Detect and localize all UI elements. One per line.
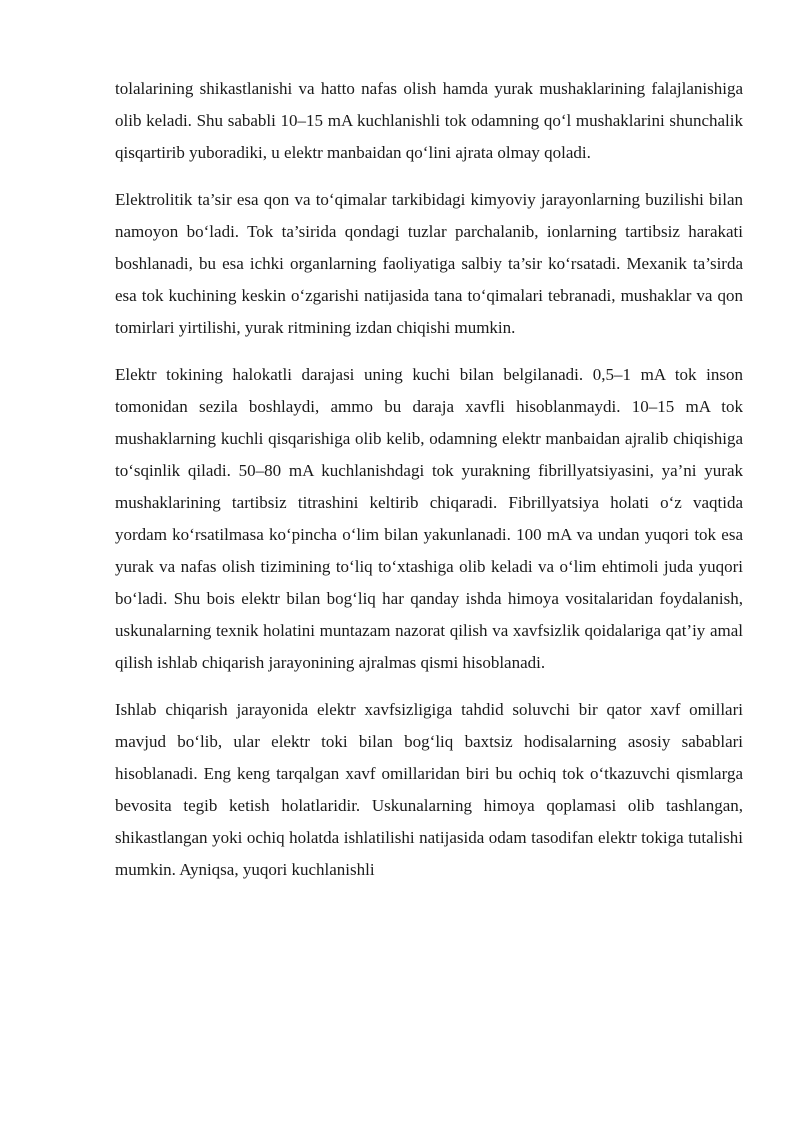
paragraph-4: Ishlab chiqarish jarayonida elektr xavfsizligiga tahdid soluvchi bir qator xavf omillari mavjud bo‘lib, ular elektr toki bilan bog‘liq baxtsiz hodisalarning asosiy sabablari hisoblanadi. Eng keng tarqalgan xavf omillaridan biri bu ochiq tok o‘tkazuvchi qismlarga bevosita tegib ketish holatlaridir. Uskunalarning himoya qoplamasi olib tashlangan, shikastlangan yoki ochiq holatda ishlatilishi natijasida odam tasodifan elektr tokiga tutalishi mumkin. Ayniqsa, yuqori kuchlanishli — [115, 700, 743, 879]
document-body — [115, 73, 743, 901]
paragraph-1: tolalarining shikastlanishi va hatto nafas olish hamda yurak mushaklarining falajlanishiga olib keladi. Shu sababli 10–15 mA kuchlanishli tok odamning qo‘l mushaklarini shunchalik qisqartirib yuboradiki, u elektr manbaidan qo‘lini ajrata olmay qoladi. — [115, 79, 743, 162]
paragraph-2: Elektrolitik ta’sir esa qon va to‘qimalar tarkibidagi kimyoviy jarayonlarning buzilishi bilan namoyon bo‘ladi. Tok ta’sirida qondagi tuzlar parchalanib, ionlarning tartibsiz harakati boshlanadi, bu esa ichki organlarning faoliyatiga salbiy ta’sir ko‘rsatadi. Mexanik ta’sirda esa tok kuchining keskin o‘zgarishi natijasida tana to‘qimalari tebranadi, mushaklar va qon tomirlari yirtilishi, yurak ritmining izdan chiqishi mumkin. — [115, 190, 743, 337]
paragraph-3: Elektr tokining halokatli darajasi uning kuchi bilan belgilanadi. 0,5–1 mA tok inson tomonidan sezila boshlaydi, ammo bu daraja xavfli hisoblanmaydi. 10–15 mA tok mushaklarning kuchli qisqarishiga olib kelib, odamning elektr manbaidan ajralib chiqishiga to‘sqinlik qiladi. 50–80 mA kuchlanishdagi tok yurakning fibrillyatsiyasini, ya’ni yurak mushaklarining tartibsiz titrashini keltirib chiqaradi. Fibrillyatsiya holati o‘z vaqtida yordam ko‘rsatilmasa ko‘pincha o‘lim bilan yakunlanadi. 100 mA va undan yuqori tok esa yurak va nafas olish tizimining to‘liq to‘xtashiga olib keladi va o‘lim ehtimoli juda yuqori bo‘ladi. Shu bois elektr bilan bog‘liq har qanday ishda himoya vositalaridan foydalanish, uskunalarning texnik holatini muntazam nazorat qilish va xavfsizlik qoidalariga qat’iy amal qilish ishlab chiqarish jarayonining ajralmas qismi hisoblanadi. — [115, 365, 743, 672]
